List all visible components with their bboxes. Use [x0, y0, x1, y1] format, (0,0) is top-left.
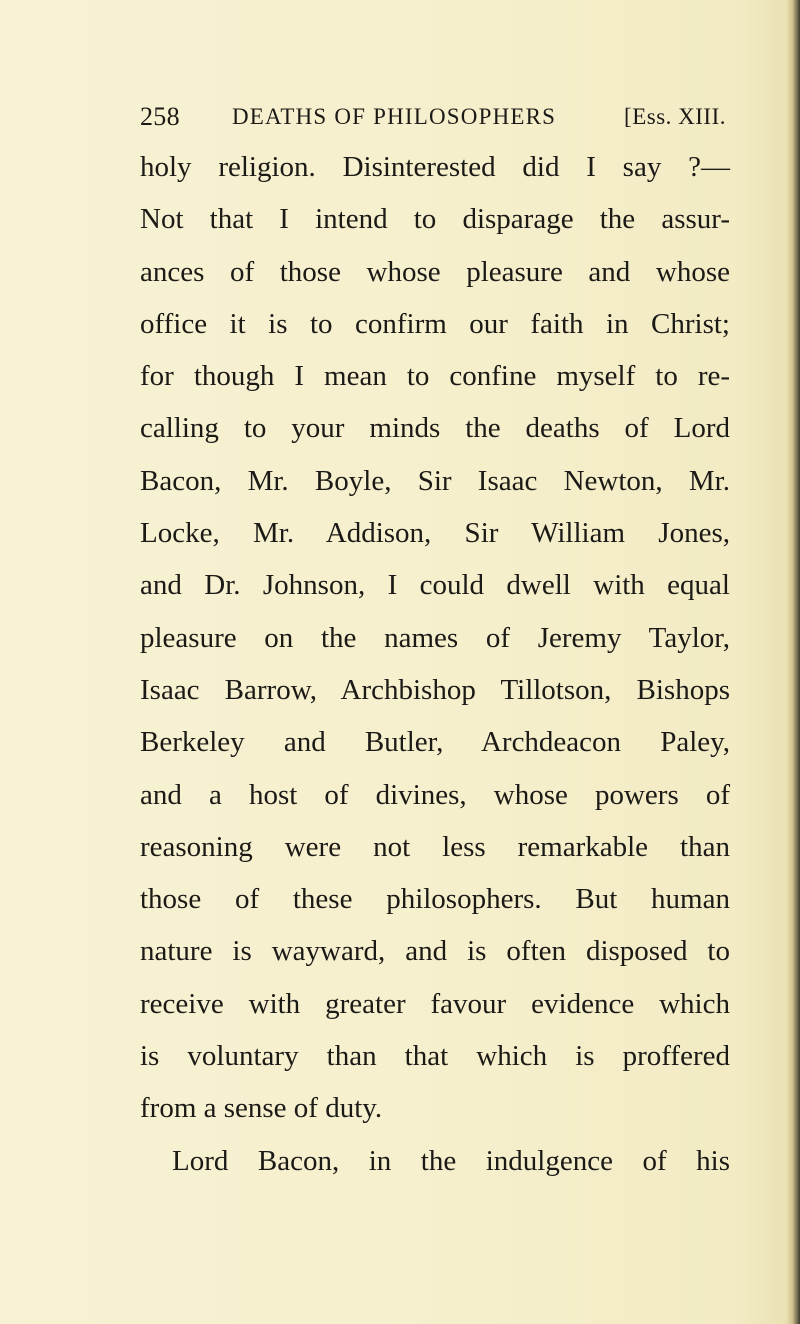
text-line: and a host of divines, whose powers of	[140, 778, 730, 811]
text-line: Lord Bacon, in the indulgence of his	[172, 1144, 730, 1177]
text-line: reasoning were not less remarkable than	[140, 830, 730, 863]
text-line: holy religion. Disinterested did I say ?—	[140, 151, 730, 183]
text-line: office it is to confirm our faith in Christ;	[140, 307, 730, 340]
body-text	[140, 141, 730, 1187]
text-line: Bacon, Mr. Boyle, Sir Isaac Newton, Mr.	[140, 464, 730, 497]
text-line: Isaac Barrow, Archbishop Tillotson, Bishops	[140, 673, 730, 706]
text-line: pleasure on the names of Jeremy Taylor,	[140, 621, 730, 654]
text-line: Locke, Mr. Addison, Sir William Jones,	[140, 517, 730, 550]
text-line: those of these philosophers. But human	[140, 883, 730, 916]
section-reference: [Ess. XIII.	[624, 104, 726, 129]
page-edge-shadow	[786, 0, 800, 1324]
text-line: receive with greater favour evidence which	[140, 987, 730, 1020]
text-line: and Dr. Johnson, I could dwell with equal	[140, 569, 730, 602]
text-line: is voluntary than that which is proffered	[140, 1040, 730, 1073]
text-line: nature is wayward, and is often disposed to	[140, 935, 730, 968]
running-head	[140, 102, 730, 136]
text-line: Not that I intend to disparage the assur-	[140, 203, 730, 236]
text-line: ances of those whose pleasure and whose	[140, 255, 730, 288]
text-line: from a sense of duty.	[140, 1092, 383, 1125]
page-number: 258	[140, 102, 180, 131]
text-line: calling to your minds the deaths of Lord	[140, 412, 730, 445]
text-line: Berkeley and Butler, Archdeacon Paley,	[140, 726, 730, 759]
running-title: DEATHS OF PHILOSOPHERS	[232, 104, 557, 129]
text-line: for though I mean to confine myself to re-	[140, 360, 730, 393]
